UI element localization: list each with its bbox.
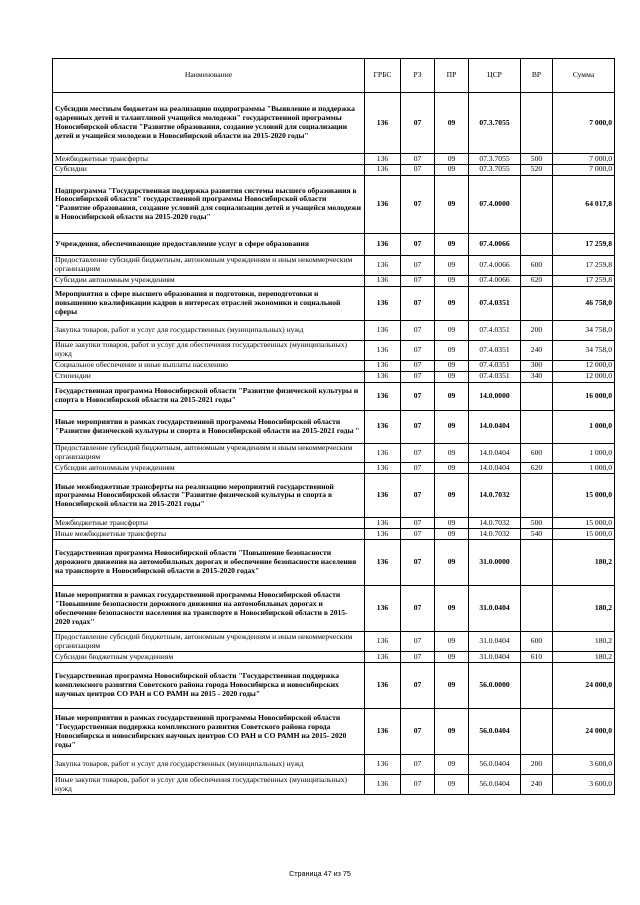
cell-rz: 07 xyxy=(401,755,435,775)
cell-rz: 07 xyxy=(401,518,435,529)
cell-vr: 600 xyxy=(521,632,553,652)
cell-csr: 07.4.0066 xyxy=(469,255,521,275)
cell-pr: 09 xyxy=(435,586,469,632)
cell-vr: 240 xyxy=(521,775,553,795)
cell-pr: 09 xyxy=(435,632,469,652)
table-row xyxy=(53,164,615,175)
cell-grbs: 136 xyxy=(365,463,401,474)
cell-sum: 180,2 xyxy=(553,632,615,652)
cell-rz: 07 xyxy=(401,474,435,518)
cell-csr: 56.0.0000 xyxy=(469,663,521,709)
table-row xyxy=(53,360,615,371)
cell-name: Иные мероприятия в рамках государственной программы Новосибирской области "Государственная поддержка комплексного развития Советского района города Новосибирска и новосибирских научных центров СО РАН и СО РАМН на 2015- 2020 годы" xyxy=(53,709,365,755)
cell-rz: 07 xyxy=(401,652,435,663)
cell-sum: 7 000,0 xyxy=(553,93,615,154)
cell-pr: 09 xyxy=(435,540,469,586)
cell-sum: 1 000,0 xyxy=(553,463,615,474)
cell-grbs: 136 xyxy=(365,410,401,443)
cell-sum: 24 000,0 xyxy=(553,663,615,709)
cell-vr xyxy=(521,709,553,755)
table-row xyxy=(53,755,615,775)
cell-rz: 07 xyxy=(401,463,435,474)
table-row xyxy=(53,410,615,443)
cell-pr: 09 xyxy=(435,755,469,775)
cell-vr: 540 xyxy=(521,529,553,540)
cell-csr: 56.0.0404 xyxy=(469,755,521,775)
table-row xyxy=(53,382,615,410)
cell-name: Учреждения, обеспечивающие предоставление услуг в сфере образования xyxy=(53,233,365,255)
cell-csr: 31.0.0404 xyxy=(469,586,521,632)
cell-sum: 7 000,0 xyxy=(553,164,615,175)
table-row xyxy=(53,663,615,709)
cell-name: Предоставление субсидий бюджетным, автономным учреждениям и иным некоммерческим организациям xyxy=(53,443,365,463)
cell-grbs: 136 xyxy=(365,175,401,233)
cell-name: Предоставление субсидий бюджетным, автономным учреждениям и иным некоммерческим организациям xyxy=(53,632,365,652)
table-header-row xyxy=(53,59,615,93)
table-row xyxy=(53,275,615,286)
table-row xyxy=(53,93,615,154)
cell-name: Государственная программа Новосибирской области "Государственная поддержка комплексного развития Советского района города Новосибирска и новосибирских научных центров СО РАН и СО РАМН на 2015 - 2020 годы" xyxy=(53,663,365,709)
cell-name: Субсидии автономным учреждениям xyxy=(53,275,365,286)
cell-grbs: 136 xyxy=(365,632,401,652)
table-row xyxy=(53,286,615,320)
cell-csr: 07.4.0351 xyxy=(469,320,521,340)
cell-grbs: 136 xyxy=(365,360,401,371)
cell-vr: 200 xyxy=(521,755,553,775)
cell-rz: 07 xyxy=(401,632,435,652)
table-row xyxy=(53,255,615,275)
cell-rz: 07 xyxy=(401,663,435,709)
cell-vr xyxy=(521,586,553,632)
cell-sum: 12 000,0 xyxy=(553,371,615,382)
header-grbs: ГРБС xyxy=(365,59,401,93)
table-row xyxy=(53,632,615,652)
cell-vr: 610 xyxy=(521,652,553,663)
cell-csr: 14.0.0404 xyxy=(469,410,521,443)
cell-sum: 17 259,8 xyxy=(553,275,615,286)
cell-name: Субсидии xyxy=(53,164,365,175)
cell-pr: 09 xyxy=(435,652,469,663)
cell-rz: 07 xyxy=(401,154,435,165)
cell-name: Субсидии местным бюджетам на реализацию подпрограммы "Выявление и поддержка одаренных детей и талантливой учащейся молодежи" государственной программы Новосибирской области "Развитие образования, создание условий для социализации детей и учащейся молодежи в Новосибирской области на 2015-2020 годы" xyxy=(53,93,365,154)
cell-csr: 07.4.0000 xyxy=(469,175,521,233)
cell-vr: 240 xyxy=(521,340,553,360)
cell-vr: 500 xyxy=(521,154,553,165)
cell-pr: 09 xyxy=(435,410,469,443)
cell-vr xyxy=(521,93,553,154)
cell-grbs: 136 xyxy=(365,709,401,755)
cell-name: Закупка товаров, работ и услуг для государственных (муниципальных) нужд xyxy=(53,755,365,775)
cell-csr: 07.4.0066 xyxy=(469,275,521,286)
cell-grbs: 136 xyxy=(365,382,401,410)
table-row xyxy=(53,233,615,255)
cell-sum: 1 000,0 xyxy=(553,443,615,463)
header-rz: РЗ xyxy=(401,59,435,93)
cell-sum: 64 017,8 xyxy=(553,175,615,233)
cell-name: Закупка товаров, работ и услуг для государственных (муниципальных) нужд xyxy=(53,320,365,340)
cell-pr: 09 xyxy=(435,518,469,529)
cell-csr: 07.3.7055 xyxy=(469,93,521,154)
cell-grbs: 136 xyxy=(365,443,401,463)
cell-pr: 09 xyxy=(435,775,469,795)
table-row xyxy=(53,474,615,518)
cell-sum: 180,2 xyxy=(553,586,615,632)
cell-pr: 09 xyxy=(435,275,469,286)
table-row xyxy=(53,320,615,340)
cell-grbs: 136 xyxy=(365,164,401,175)
cell-rz: 07 xyxy=(401,540,435,586)
cell-vr: 300 xyxy=(521,360,553,371)
cell-grbs: 136 xyxy=(365,529,401,540)
cell-pr: 09 xyxy=(435,529,469,540)
cell-sum: 17 259,8 xyxy=(553,255,615,275)
cell-pr: 09 xyxy=(435,93,469,154)
cell-vr: 620 xyxy=(521,275,553,286)
cell-name: Иные мероприятия в рамках государственной программы Новосибирской области "Развитие физической культуры и спорта в Новосибирской области на 2015-2021 годы " xyxy=(53,410,365,443)
cell-csr: 31.0.0404 xyxy=(469,652,521,663)
cell-name: Иные закупки товаров, работ и услуг для обеспечения государственных (муниципальных) нужд xyxy=(53,775,365,795)
cell-grbs: 136 xyxy=(365,518,401,529)
cell-name: Подпрограмма "Государственная поддержка развития системы высшего образования в Новосибирской области" государственной программы Новосибирской области "Развитие образования, создание условий для социализации детей и учащейся молодежи в Новосибирской области на 2015-2020 годы" xyxy=(53,175,365,233)
cell-grbs: 136 xyxy=(365,663,401,709)
cell-vr: 340 xyxy=(521,371,553,382)
cell-csr: 07.3.7055 xyxy=(469,154,521,165)
cell-grbs: 136 xyxy=(365,93,401,154)
cell-vr xyxy=(521,382,553,410)
cell-pr: 09 xyxy=(435,663,469,709)
cell-csr: 07.4.0351 xyxy=(469,286,521,320)
cell-grbs: 136 xyxy=(365,540,401,586)
table-row xyxy=(53,443,615,463)
cell-grbs: 136 xyxy=(365,775,401,795)
cell-csr: 14.0.0000 xyxy=(469,382,521,410)
cell-pr: 09 xyxy=(435,164,469,175)
cell-csr: 07.4.0066 xyxy=(469,233,521,255)
table-row xyxy=(53,709,615,755)
cell-pr: 09 xyxy=(435,340,469,360)
cell-grbs: 136 xyxy=(365,474,401,518)
cell-name: Государственная программа Новосибирской области "Повышение безопасности дорожного движения на автомобильных дорогах и обеспечение безопасности населения на транспорте в Новосибирской области в 2015-2020 годах" xyxy=(53,540,365,586)
cell-rz: 07 xyxy=(401,709,435,755)
cell-rz: 07 xyxy=(401,360,435,371)
cell-name: Иные межбюджетные трансферты на реализацию мероприятий государственной программы Новосибирской области "Развитие физической культуры и спорта в Новосибирской области на 2015-2021 годы" xyxy=(53,474,365,518)
cell-rz: 07 xyxy=(401,320,435,340)
cell-sum: 3 600,0 xyxy=(553,755,615,775)
cell-name: Мероприятия в сфере высшего образования и подготовки, переподготовки и повышению квалификации кадров в интересах отраслей экономики и социальной сферы xyxy=(53,286,365,320)
cell-pr: 09 xyxy=(435,286,469,320)
cell-vr: 620 xyxy=(521,463,553,474)
cell-vr xyxy=(521,233,553,255)
cell-grbs: 136 xyxy=(365,286,401,320)
table-row xyxy=(53,775,615,795)
cell-pr: 09 xyxy=(435,371,469,382)
cell-csr: 07.4.0351 xyxy=(469,360,521,371)
cell-rz: 07 xyxy=(401,286,435,320)
cell-rz: 07 xyxy=(401,233,435,255)
cell-grbs: 136 xyxy=(365,255,401,275)
cell-csr: 14.0.0404 xyxy=(469,463,521,474)
cell-csr: 07.4.0351 xyxy=(469,340,521,360)
cell-rz: 07 xyxy=(401,586,435,632)
cell-name: Субсидии бюджетным учреждениям xyxy=(53,652,365,663)
cell-grbs: 136 xyxy=(365,320,401,340)
cell-vr xyxy=(521,410,553,443)
cell-sum: 180,2 xyxy=(553,540,615,586)
table-row xyxy=(53,540,615,586)
cell-csr: 07.3.7055 xyxy=(469,164,521,175)
cell-csr: 31.0.0000 xyxy=(469,540,521,586)
cell-csr: 14.0.0404 xyxy=(469,443,521,463)
cell-pr: 09 xyxy=(435,233,469,255)
cell-rz: 07 xyxy=(401,443,435,463)
table-body xyxy=(53,93,615,795)
cell-grbs: 136 xyxy=(365,586,401,632)
cell-sum: 12 000,0 xyxy=(553,360,615,371)
header-pr: ПР xyxy=(435,59,469,93)
cell-grbs: 136 xyxy=(365,371,401,382)
table-row xyxy=(53,371,615,382)
cell-vr xyxy=(521,474,553,518)
cell-pr: 09 xyxy=(435,709,469,755)
cell-rz: 07 xyxy=(401,164,435,175)
header-vr: ВР xyxy=(521,59,553,93)
table-row xyxy=(53,652,615,663)
cell-name: Межбюджетные трансферты xyxy=(53,518,365,529)
cell-grbs: 136 xyxy=(365,340,401,360)
cell-sum: 24 000,0 xyxy=(553,709,615,755)
budget-table xyxy=(52,58,615,795)
cell-vr: 200 xyxy=(521,320,553,340)
cell-pr: 09 xyxy=(435,320,469,340)
cell-vr xyxy=(521,540,553,586)
cell-pr: 09 xyxy=(435,360,469,371)
cell-grbs: 136 xyxy=(365,755,401,775)
cell-name: Иные межбюджетные трансферты xyxy=(53,529,365,540)
table-row xyxy=(53,518,615,529)
cell-name: Иные закупки товаров, работ и услуг для обеспечения государственных (муниципальных) нужд xyxy=(53,340,365,360)
cell-rz: 07 xyxy=(401,529,435,540)
table-row xyxy=(53,154,615,165)
cell-sum: 15 000,0 xyxy=(553,474,615,518)
cell-rz: 07 xyxy=(401,175,435,233)
table-row xyxy=(53,586,615,632)
cell-name: Государственная программа Новосибирской области "Развитие физической культуры и спорта в Новосибирской области на 2015-2021 годы" xyxy=(53,382,365,410)
cell-pr: 09 xyxy=(435,474,469,518)
cell-vr: 600 xyxy=(521,443,553,463)
cell-csr: 14.0.7032 xyxy=(469,529,521,540)
cell-sum: 180,2 xyxy=(553,652,615,663)
cell-sum: 16 000,0 xyxy=(553,382,615,410)
cell-sum: 15 000,0 xyxy=(553,518,615,529)
cell-grbs: 136 xyxy=(365,275,401,286)
cell-sum: 17 259,8 xyxy=(553,233,615,255)
cell-rz: 07 xyxy=(401,371,435,382)
cell-sum: 34 758,0 xyxy=(553,320,615,340)
cell-grbs: 136 xyxy=(365,233,401,255)
cell-name: Иные мероприятия в рамках государственной программы Новосибирской области "Повышение безопасности дорожного движения на автомобильных дорогах и обеспечение безопасности населения на транспорте в Новосибирской области в 2015-2020 годах" xyxy=(53,586,365,632)
table-row xyxy=(53,463,615,474)
cell-pr: 09 xyxy=(435,443,469,463)
cell-vr: 500 xyxy=(521,518,553,529)
table-row xyxy=(53,529,615,540)
table-row xyxy=(53,175,615,233)
header-name: Наименование xyxy=(53,59,365,93)
cell-csr: 56.0.0404 xyxy=(469,709,521,755)
cell-pr: 09 xyxy=(435,463,469,474)
cell-grbs: 136 xyxy=(365,652,401,663)
cell-vr: 600 xyxy=(521,255,553,275)
cell-sum: 3 600,0 xyxy=(553,775,615,795)
cell-sum: 1 000,0 xyxy=(553,410,615,443)
cell-sum: 7 000,0 xyxy=(553,154,615,165)
cell-pr: 09 xyxy=(435,154,469,165)
cell-grbs: 136 xyxy=(365,154,401,165)
cell-vr xyxy=(521,286,553,320)
cell-vr xyxy=(521,663,553,709)
cell-name: Предоставление субсидий бюджетным, автономным учреждениям и иным некоммерческим организациям xyxy=(53,255,365,275)
cell-csr: 31.0.0404 xyxy=(469,632,521,652)
cell-name: Стипендии xyxy=(53,371,365,382)
cell-sum: 46 758,0 xyxy=(553,286,615,320)
cell-rz: 07 xyxy=(401,93,435,154)
cell-csr: 14.0.7032 xyxy=(469,474,521,518)
cell-rz: 07 xyxy=(401,775,435,795)
cell-csr: 14.0.7032 xyxy=(469,518,521,529)
cell-rz: 07 xyxy=(401,382,435,410)
cell-rz: 07 xyxy=(401,255,435,275)
cell-csr: 07.4.0351 xyxy=(469,371,521,382)
cell-rz: 07 xyxy=(401,340,435,360)
cell-pr: 09 xyxy=(435,175,469,233)
header-csr: ЦСР xyxy=(469,59,521,93)
page-number: Страница 47 из 75 xyxy=(289,869,351,878)
cell-name: Социальное обеспечение и иные выплаты населению xyxy=(53,360,365,371)
header-sum: Сумма xyxy=(553,59,615,93)
table-row xyxy=(53,340,615,360)
cell-vr xyxy=(521,175,553,233)
cell-name: Межбюджетные трансферты xyxy=(53,154,365,165)
cell-name: Субсидии автономным учреждениям xyxy=(53,463,365,474)
cell-vr: 520 xyxy=(521,164,553,175)
cell-sum: 34 758,0 xyxy=(553,340,615,360)
cell-pr: 09 xyxy=(435,255,469,275)
cell-csr: 56.0.0404 xyxy=(469,775,521,795)
cell-rz: 07 xyxy=(401,275,435,286)
cell-rz: 07 xyxy=(401,410,435,443)
cell-sum: 15 000,0 xyxy=(553,529,615,540)
cell-pr: 09 xyxy=(435,382,469,410)
